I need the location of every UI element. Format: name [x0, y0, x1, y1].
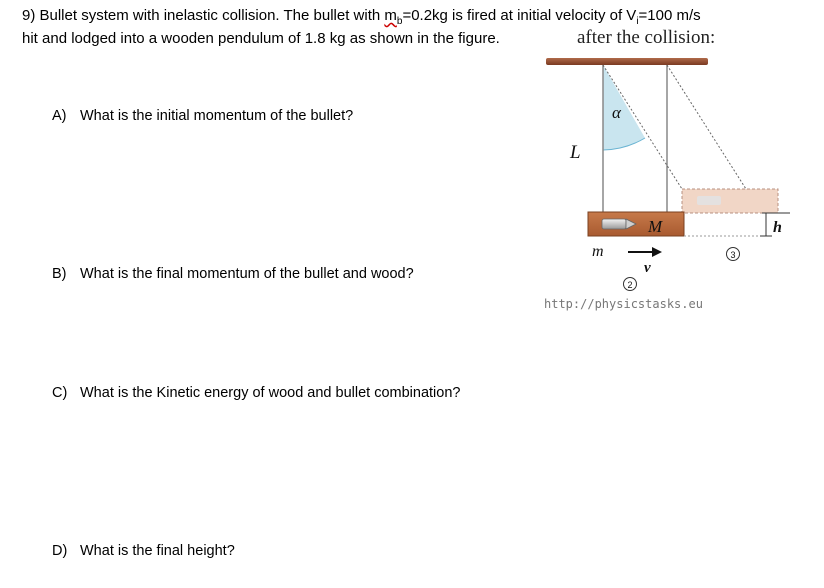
position-2-label: 2 [627, 280, 633, 290]
question-a-label: A) [52, 108, 67, 124]
problem-line-2: hit and lodged into a wooden pendulum of 1.8 kg as shown in the figure. [22, 30, 500, 47]
height-label: h [773, 219, 782, 236]
arrow-head-icon [652, 247, 662, 257]
mass-symbol: m [384, 7, 397, 24]
velocity-subscript: i [636, 16, 639, 27]
angle-wedge [603, 65, 645, 150]
alpha-label: α [612, 103, 621, 122]
problem-text-middle: =0.2kg is fired at initial velocity of V [402, 7, 637, 24]
embedded-bullet [602, 219, 626, 229]
mass-big-label: M [648, 217, 663, 236]
question-b-text: What is the final momentum of the bullet and wood? [80, 266, 414, 282]
raised-block [682, 189, 778, 213]
question-b-label: B) [52, 266, 67, 282]
length-label: L [570, 142, 581, 163]
question-d-text: What is the final height? [80, 543, 235, 559]
figure-caption: after the collision: [577, 27, 716, 48]
ceiling-bar [546, 58, 708, 65]
mass-subscript: b [396, 16, 403, 27]
source-url: http://physicstasks.eu [544, 297, 703, 311]
velocity-label: v [644, 260, 651, 276]
problem-text-end: =100 m/s [638, 7, 701, 24]
question-c-text: What is the Kinetic energy of wood and bullet combination? [80, 385, 461, 401]
position-3-label: 3 [730, 250, 736, 260]
problem-text-start: 9) Bullet system with inelastic collision. The bullet with [22, 7, 385, 24]
question-c-label: C) [52, 385, 68, 401]
mass-small-label: m [592, 243, 604, 260]
question-a-text: What is the initial momentum of the bullet? [80, 108, 354, 124]
string-swung-right [667, 65, 746, 189]
raised-bullet [697, 196, 721, 205]
question-d-label: D) [52, 543, 68, 559]
